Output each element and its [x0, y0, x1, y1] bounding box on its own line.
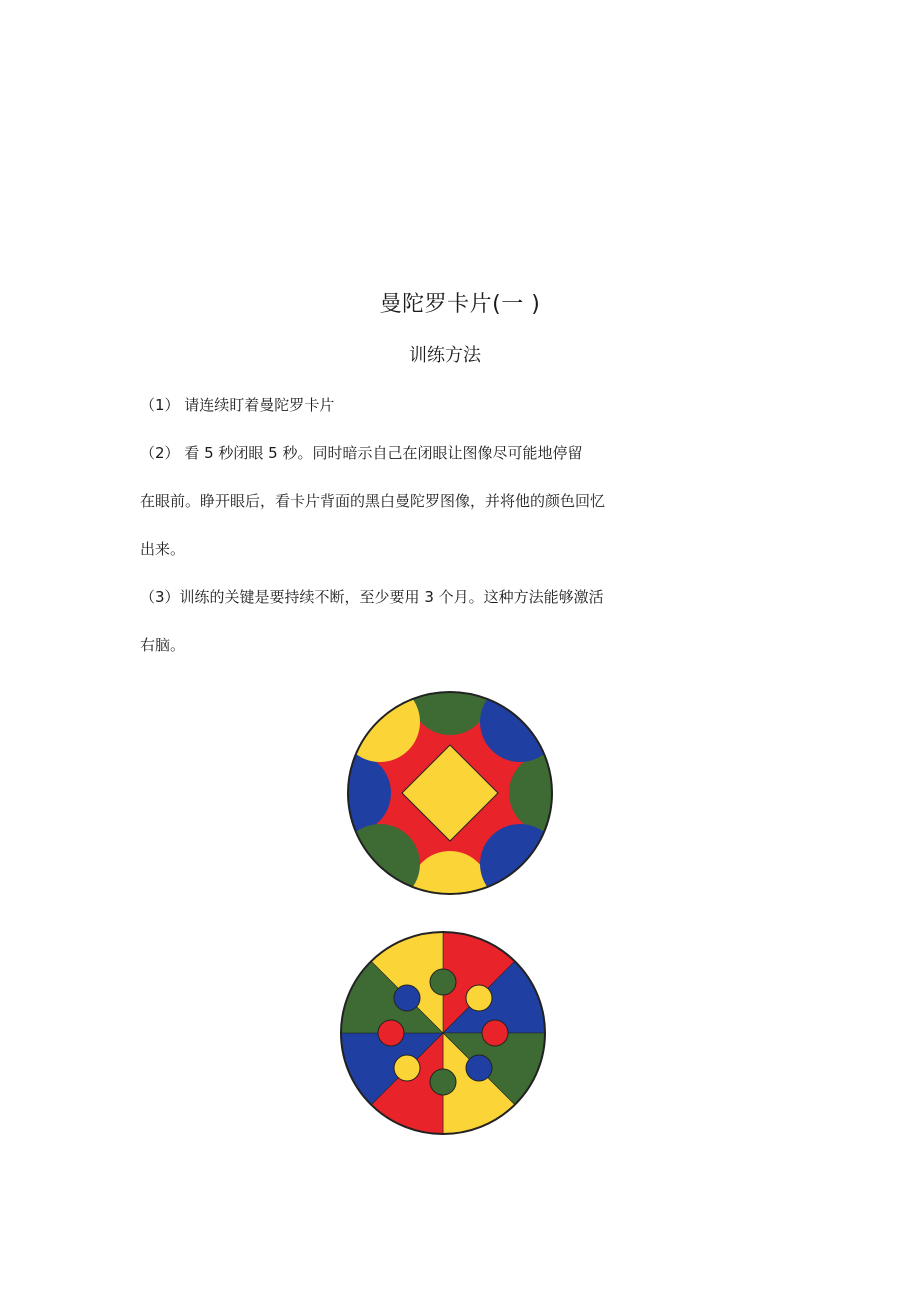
mandala-card-one-icon: [344, 689, 556, 897]
instruction-line-3: 在眼前。睁开眼后，看卡片背面的黑白曼陀罗图像，并将他的颜色回忆: [140, 492, 606, 510]
instruction-line-2: （2） 看 5 秒闭眼 5 秒。同时暗示自己在闭眼让图像尽可能地停留: [140, 444, 583, 462]
instruction-line-4: 出来。: [140, 540, 186, 558]
instruction-line-6: 右脑。: [140, 636, 186, 654]
mandala-card-two-icon: [338, 929, 548, 1137]
mandala2-dot-8: [394, 985, 420, 1011]
mandala2-dot-2: [466, 985, 492, 1011]
section-heading: 训练方法: [409, 345, 481, 366]
mandala2-dot-3: [482, 1020, 508, 1046]
instruction-line-5: （3）训练的关键是要持续不断，至少要用 3 个月。这种方法能够激活: [140, 588, 604, 606]
instruction-line-1: （1） 请连续盯着曼陀罗卡片: [140, 396, 335, 414]
mandala2-dot-7: [378, 1020, 404, 1046]
page-title: 曼陀罗卡片(一 ): [379, 292, 541, 317]
mandala2-dot-6: [394, 1055, 420, 1081]
mandala2-dot-1: [430, 969, 456, 995]
mandala2-dot-4: [466, 1055, 492, 1081]
mandala2-dot-5: [430, 1069, 456, 1095]
